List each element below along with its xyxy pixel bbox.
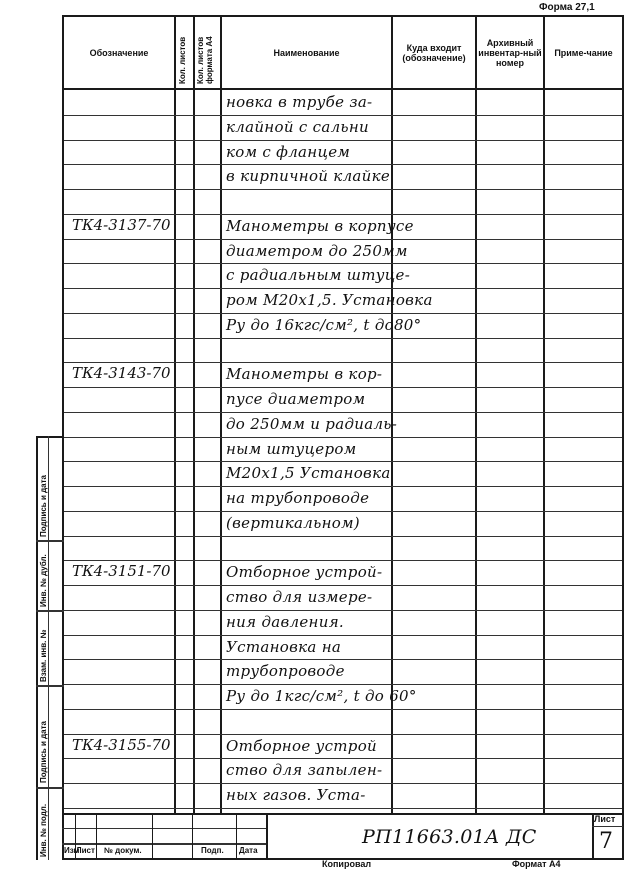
- tb-doc-no: № докум.: [104, 846, 142, 855]
- row-line: [64, 115, 622, 116]
- frame-right: [622, 15, 624, 860]
- footer-format: Формат А4: [512, 859, 561, 869]
- row-line: [64, 362, 622, 363]
- row-line: [64, 288, 622, 289]
- row-code: ТК4-3151-70: [72, 562, 171, 581]
- row-line: [64, 189, 622, 190]
- row-line: [64, 758, 622, 759]
- row-name: Манометры в корпусе: [226, 216, 414, 235]
- row-name: до 250мм и радиаль-: [226, 414, 398, 433]
- row-line: [64, 585, 622, 586]
- margin-inv-podl: Инв. № подл.: [39, 803, 48, 857]
- row-line: [64, 387, 622, 388]
- row-line: [64, 239, 622, 240]
- row-line: [64, 338, 622, 339]
- col-line-6: [543, 15, 545, 813]
- row-name: на трубопроводе: [226, 489, 370, 507]
- row-line: [64, 659, 622, 660]
- row-name: трубопроводе: [226, 662, 345, 681]
- header-where-used: Куда входит (обозначение): [402, 42, 466, 63]
- header-archive-no: Архивный инвентар-ный номер: [478, 37, 542, 68]
- col-line-1: [174, 15, 176, 813]
- row-name: (вертикальном): [226, 513, 360, 532]
- header-name: Наименование: [273, 47, 340, 58]
- header-designation: Обозначение: [89, 47, 149, 58]
- margin-inv-dubl: Инв. № дубл.: [39, 554, 48, 607]
- row-name: с радиальным штуце-: [226, 266, 411, 285]
- margin-inner-line: [48, 436, 49, 860]
- row-line: [64, 140, 622, 141]
- tb-col-5: [236, 813, 237, 858]
- row-line: [64, 486, 622, 487]
- row-line: [64, 164, 622, 165]
- row-line: [64, 709, 622, 710]
- form-label: Форма 27,1: [539, 2, 595, 13]
- col-line-5: [475, 15, 477, 813]
- row-line: [64, 536, 622, 537]
- margin-left-line: [36, 436, 38, 860]
- tb-list: Лист: [76, 846, 95, 855]
- row-line: [64, 214, 622, 215]
- sheet-number: 7: [599, 829, 614, 854]
- row-name: Ру до 1кгс/см², t до 60°: [226, 687, 417, 705]
- row-line: [64, 635, 622, 636]
- tb-col-6: [266, 813, 268, 858]
- tb-col-2: [96, 813, 97, 858]
- row-name: ство для запылен-: [226, 761, 383, 780]
- row-line: [64, 610, 622, 611]
- tb-podp: Подп.: [201, 846, 224, 855]
- margin-podpis-data-2: Подпись и дата: [39, 475, 48, 537]
- row-name: ным штуцером: [226, 439, 357, 458]
- row-name: Отборное устрой: [226, 736, 377, 755]
- tb-sheet-row: [592, 826, 623, 827]
- row-name: Установка на: [226, 637, 342, 656]
- row-name: Отборное устрой-: [226, 563, 383, 582]
- header-divider: [62, 88, 624, 90]
- row-name: клайной с сальни: [226, 117, 370, 136]
- margin-vzam: Взам. инв. №: [39, 629, 48, 682]
- header-note: Приме-чание: [554, 47, 613, 58]
- row-name: ния давления.: [226, 612, 344, 631]
- row-name: ство для измере-: [226, 588, 373, 606]
- tb-col-3: [152, 813, 153, 858]
- row-name: диаметром до 250мм: [226, 241, 408, 260]
- row-name: М20х1,5 Установка: [226, 464, 391, 483]
- row-name: Манометры в кор-: [226, 365, 383, 384]
- row-name: ком с фланцем: [226, 142, 351, 161]
- row-line: [64, 461, 622, 462]
- row-code: ТК4-3155-70: [72, 735, 171, 754]
- row-name: ных газов. Уста-: [226, 786, 366, 804]
- tb-data: Дата: [239, 846, 258, 855]
- margin-top-line: [36, 436, 64, 438]
- header-a4-count: Кол. листов формата А4: [196, 36, 214, 84]
- col-line-3: [220, 15, 222, 813]
- footer-copied: Копировал: [322, 859, 372, 869]
- row-line: [64, 808, 622, 809]
- row-name: новка в трубе за-: [226, 93, 373, 111]
- row-line: [64, 263, 622, 264]
- row-line: [64, 511, 622, 512]
- document-code: РП11663.01А ДС: [362, 826, 537, 848]
- tb-sheet-label: Лист: [594, 814, 616, 824]
- row-name: Ру до 16кгс/см², t до80°: [226, 315, 422, 334]
- row-name: пусе диаметром: [226, 390, 366, 408]
- row-line: [64, 437, 622, 438]
- tb-izm: Изм: [64, 846, 80, 855]
- tb-col-4: [192, 813, 193, 858]
- row-name: в кирпичной клайке: [226, 167, 391, 186]
- header-sheet-count: Кол. листов: [178, 36, 187, 84]
- row-line: [64, 560, 622, 561]
- row-code: ТК4-3143-70: [72, 364, 171, 383]
- row-line: [64, 783, 622, 784]
- col-line-2: [193, 15, 195, 813]
- row-line: [64, 734, 622, 735]
- row-name: ром М20х1,5. Установка: [226, 291, 433, 309]
- title-block-top: [62, 813, 624, 815]
- row-line: [64, 313, 622, 314]
- margin-podpis-data-1: Подпись и дата: [39, 721, 48, 783]
- row-line: [64, 684, 622, 685]
- row-line: [64, 412, 622, 413]
- row-code: ТК4-3137-70: [72, 215, 171, 234]
